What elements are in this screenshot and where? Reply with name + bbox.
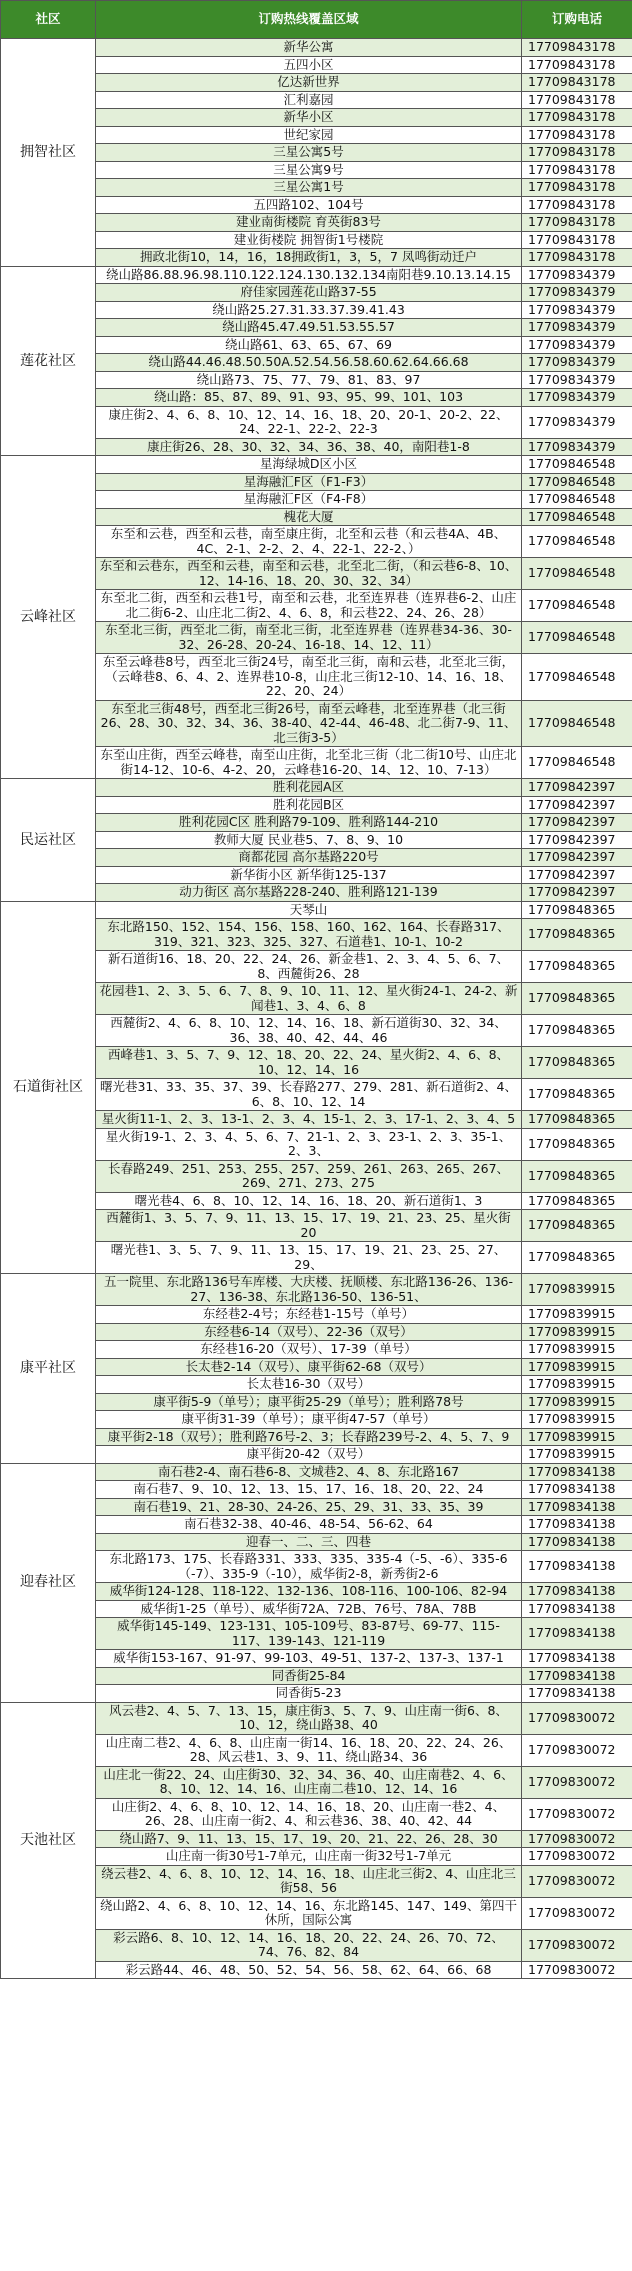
table-row [1,56,632,74]
coverage-area-cell: 动力街区 高尔基路228-240、胜利路121-139 [96,884,522,902]
table-row [1,901,632,919]
coverage-area-cell: 康平街5-9（单号）；康平街25-29（单号）；胜利路78号 [96,1393,522,1411]
phone-cell: 17709846548 [522,654,632,701]
coverage-area-cell: 绕山路45.47.49.51.53.55.57 [96,319,522,337]
table-row [1,796,632,814]
coverage-area-cell: 府佳家园莲花山路37-55 [96,284,522,302]
coverage-area-cell: 三星公寓1号 [96,179,522,197]
coverage-area-cell: 槐花大厦 [96,508,522,526]
coverage-area-cell: 教师大厦 民业巷5、7、8、9、10 [96,831,522,849]
coverage-area-cell: 建业南街楼院 育英街83号 [96,214,522,232]
coverage-area-cell: 三星公寓5号 [96,144,522,162]
coverage-area-cell: 东经巷6-14（双号）、22-36（双号） [96,1323,522,1341]
phone-cell: 17709834138 [522,1600,632,1618]
coverage-area-cell: 绕山路44.46.48.50.50A.52.54.56.58.60.62.64.66.68 [96,354,522,372]
table-row [1,747,632,779]
phone-cell: 17709843178 [522,56,632,74]
table-row [1,983,632,1015]
phone-cell: 17709839915 [522,1323,632,1341]
table-row [1,1533,632,1551]
coverage-area-cell: 康平街20-42（双号） [96,1446,522,1464]
table-row [1,1463,632,1481]
coverage-area-cell: 亿达新世界 [96,74,522,92]
phone-cell: 17709834379 [522,438,632,456]
coverage-area-cell: 东至和云巷，西至和云巷，南至康庄街，北至和云巷（和云巷4A、4B、4C、2-1、2-2、2、4、22-1、22-2、） [96,526,522,558]
header-coverage-area: 订购热线覆盖区域 [96,1,522,39]
phone-cell: 17709842397 [522,866,632,884]
community-name: 拥智社区 [1,39,96,267]
phone-cell: 17709843178 [522,179,632,197]
table-row [1,1341,632,1359]
phone-cell: 17709843178 [522,249,632,267]
phone-cell: 17709834138 [522,1481,632,1499]
coverage-area-cell: 新华小区 [96,109,522,127]
phone-cell: 17709843178 [522,196,632,214]
phone-cell: 17709848365 [522,1079,632,1111]
phone-cell: 17709839915 [522,1428,632,1446]
phone-cell: 17709834138 [522,1618,632,1650]
table-row [1,1411,632,1429]
phone-cell: 17709848365 [522,983,632,1015]
table-row [1,1160,632,1192]
phone-cell: 17709839915 [522,1306,632,1324]
coverage-area-cell: 新华公寓 [96,39,522,57]
phone-cell: 17709830072 [522,1961,632,1979]
header-community: 社区 [1,1,96,39]
table-body [1,39,632,1979]
table-row [1,196,632,214]
phone-cell: 17709846548 [522,622,632,654]
table-row [1,1685,632,1703]
coverage-area-cell: 绕山路25.27.31.33.37.39.41.43 [96,301,522,319]
phone-cell: 17709834138 [522,1667,632,1685]
coverage-area-cell: 南石巷7、9、10、12、13、15、17、16、18、20、22、24 [96,1481,522,1499]
phone-cell: 17709843178 [522,74,632,92]
table-row [1,526,632,558]
coverage-area-cell: 星海绿城D区小区 [96,456,522,474]
phone-cell: 17709843178 [522,39,632,57]
table-row [1,1376,632,1394]
phone-cell: 17709839915 [522,1274,632,1306]
phone-cell: 17709830072 [522,1865,632,1897]
phone-cell: 17709839915 [522,1358,632,1376]
coverage-area-cell: 绕云巷2、4、6、8、10、12、14、16、18、山庄北三街2、4、山庄北三街58、56 [96,1865,522,1897]
table-row [1,1830,632,1848]
table-row [1,266,632,284]
coverage-area-cell: 胜利花园B区 [96,796,522,814]
coverage-area-cell: 威华街145-149、123-131、105-109号、83-87号、69-77、115-117、139-143、121-119 [96,1618,522,1650]
table-row [1,1481,632,1499]
table-row [1,1306,632,1324]
coverage-area-cell: 五四路102、104号 [96,196,522,214]
table-row [1,371,632,389]
table-row [1,1702,632,1734]
table-row [1,491,632,509]
table-row [1,1393,632,1411]
table-row [1,1618,632,1650]
coverage-area-cell: 长春路249、251、253、255、257、259、261、263、265、267、269、271、273、275 [96,1160,522,1192]
table-row [1,39,632,57]
table-row [1,1128,632,1160]
phone-cell: 17709834138 [522,1498,632,1516]
phone-cell: 17709843178 [522,91,632,109]
coverage-area-cell: 星海融汇F区（F1-F3） [96,473,522,491]
table-row [1,1242,632,1274]
coverage-area-cell: 星海融汇F区（F4-F8） [96,491,522,509]
table-row [1,406,632,438]
phone-cell: 17709848365 [522,901,632,919]
phone-cell: 17709848365 [522,1111,632,1129]
coverage-area-cell: 胜利花园C区 胜利路79-109、胜利路144-210 [96,814,522,832]
table-row [1,249,632,267]
community-name: 莲花社区 [1,266,96,456]
coverage-area-cell: 绕山路86.88.96.98.110.122.124.130.132.134南阳巷9.10.13.14.15 [96,266,522,284]
table-row [1,590,632,622]
table-row [1,1798,632,1830]
coverage-area-cell: 风云巷2、4、5、7、13、15，康庄街3、5、7、9、山庄南一街6、8、10、12，绕山路38、40 [96,1702,522,1734]
phone-cell: 17709839915 [522,1393,632,1411]
phone-cell: 17709839915 [522,1411,632,1429]
coverage-area-cell: 建业街楼院 拥智街1号楼院 [96,231,522,249]
phone-cell: 17709848365 [522,1047,632,1079]
table-row [1,144,632,162]
table-row [1,231,632,249]
coverage-area-cell: 汇利嘉园 [96,91,522,109]
table-row [1,389,632,407]
phone-cell: 17709830072 [522,1848,632,1866]
phone-cell: 17709843178 [522,109,632,127]
phone-cell: 17709830072 [522,1702,632,1734]
coverage-area-cell: 彩云路44、46、48、50、52、54、56、58、62、64、66、68 [96,1961,522,1979]
phone-cell: 17709843178 [522,144,632,162]
header-row [1,1,632,39]
phone-cell: 17709834138 [522,1551,632,1583]
phone-cell: 17709834379 [522,389,632,407]
table-row [1,1897,632,1929]
coverage-area-cell: 山庄南二巷2、4、6、8、山庄南一街14、16、18、20、22、24、26、28、风云巷1、3、9、11、绕山路34、36 [96,1734,522,1766]
coverage-area-cell: 拥政北街10，14，16，18拥政街1，3，5，7 凤鸣街动迁户 [96,249,522,267]
coverage-area-cell: 迎春一、二、三、四巷 [96,1533,522,1551]
table-row [1,1428,632,1446]
table-row [1,1446,632,1464]
table-row [1,1929,632,1961]
coverage-area-cell: 东至云峰巷8号，西至北三街24号，南至北三街，南和云巷，北至北三街，（云峰巷8、6、4、2、连界巷10-8，山庄北三街12-10、14、16、18、22、20、24） [96,654,522,701]
table-row [1,622,632,654]
table-row [1,884,632,902]
table-row [1,1865,632,1897]
coverage-area-cell: 南石巷2-4、南石巷6-8、文城巷2、4、8、东北路167 [96,1463,522,1481]
table-row [1,126,632,144]
coverage-area-cell: 星火街19-1、2、3、4、5、6、7、21-1、2、3、23-1、2、3、35-1、2、3、 [96,1128,522,1160]
table-row [1,700,632,747]
table-row [1,179,632,197]
phone-cell: 17709842397 [522,849,632,867]
coverage-area-cell: 康平街2-18（双号）；胜利路76号-2、3；长春路239号-2、4、5、7、9 [96,1428,522,1446]
header-phone: 订购电话 [522,1,632,39]
coverage-area-cell: 南石巷19、21、28-30、24-26、25、29、31、33、35、39 [96,1498,522,1516]
coverage-area-cell: 绕山路73、75、77、79、81、83、97 [96,371,522,389]
phone-cell: 17709834379 [522,354,632,372]
phone-cell: 17709834379 [522,336,632,354]
table-row [1,831,632,849]
table-row [1,74,632,92]
coverage-area-cell: 同香街5-23 [96,1685,522,1703]
phone-cell: 17709842397 [522,831,632,849]
phone-cell: 17709843178 [522,126,632,144]
phone-cell: 17709839915 [522,1341,632,1359]
coverage-area-cell: 威华街1-25（单号）、威华街72A、72B、76号、78A、78B [96,1600,522,1618]
coverage-area-cell: 新石道街16、18、20、22、24、26、新金巷1、2、3、4、5、6、7、8、西麓街26、28 [96,951,522,983]
table-row [1,1111,632,1129]
phone-cell: 17709834379 [522,284,632,302]
phone-cell: 17709830072 [522,1929,632,1961]
coverage-area-cell: 绕山路61、63、65、67、69 [96,336,522,354]
table-row [1,473,632,491]
phone-cell: 17709846548 [522,590,632,622]
phone-cell: 17709834138 [522,1516,632,1534]
phone-cell: 17709830072 [522,1830,632,1848]
table-row [1,1848,632,1866]
coverage-area-cell: 商都花园 高尔基路220号 [96,849,522,867]
coverage-area-cell: 五一院里、东北路136号车库楼、大庆楼、抚顺楼、东北路136-26、136-27、136-38、东北路136-50、136-51、 [96,1274,522,1306]
table-row [1,284,632,302]
coverage-area-cell: 同香街25-84 [96,1667,522,1685]
table-row [1,354,632,372]
table-row [1,1734,632,1766]
table-row [1,1498,632,1516]
coverage-area-cell: 世纪家园 [96,126,522,144]
phone-cell: 17709834379 [522,266,632,284]
phone-cell: 17709834138 [522,1650,632,1668]
phone-cell: 17709846548 [522,558,632,590]
coverage-area-cell: 绕山路：85、87、89、91、93、95、99、101、103 [96,389,522,407]
phone-cell: 17709842397 [522,796,632,814]
coverage-area-cell: 曙光巷4、6、8、10、12、14、16、18、20、新石道街1、3 [96,1192,522,1210]
coverage-area-cell: 西峰巷1、3、5、7、9、12、18、20、22、24、星火街2、4、6、8、10、12、14、16 [96,1047,522,1079]
phone-cell: 17709834379 [522,319,632,337]
phone-cell: 17709834138 [522,1583,632,1601]
table-row [1,508,632,526]
coverage-area-cell: 东至和云巷东，西至和云巷，南至和云巷，北至北二街，（和云巷6-8、10、12、14-16、18、20、30、32、34） [96,558,522,590]
phone-cell: 17709846548 [522,526,632,558]
table-row [1,91,632,109]
phone-cell: 17709848365 [522,919,632,951]
phone-cell: 17709830072 [522,1897,632,1929]
coverage-area-cell: 星火街11-1、2、3、13-1、2、3、4、15-1、2、3、17-1、2、3、4、5 [96,1111,522,1129]
coverage-area-cell: 长太巷2-14（双号）、康平街62-68（双号） [96,1358,522,1376]
table-row [1,214,632,232]
coverage-area-cell: 新华街小区 新华街125-137 [96,866,522,884]
table-row [1,1358,632,1376]
table-row [1,1079,632,1111]
phone-cell: 17709846548 [522,491,632,509]
table-row [1,866,632,884]
table-row [1,779,632,797]
phone-cell: 17709842397 [522,884,632,902]
coverage-area-cell: 东经巷2-4号；东经巷1-15号（单号） [96,1306,522,1324]
phone-cell: 17709848365 [522,1160,632,1192]
phone-cell: 17709842397 [522,779,632,797]
coverage-area-cell: 西麓街2、4、6、8、10、12、14、16、18、新石道街30、32、34、36、38、40、42、44、46 [96,1015,522,1047]
table-row [1,849,632,867]
coverage-area-cell: 山庄街2、4、6、8、10、12、14、16、18、20、山庄南一巷2、4、26、28、山庄南一街2、4、和云巷36、38、40、42、44 [96,1798,522,1830]
phone-cell: 17709848365 [522,1128,632,1160]
coverage-area-cell: 康庄街2、4、6、8、10、12、14、16、18、20、20-1、20-2、22、24、22-1、22-2、22-3 [96,406,522,438]
coverage-area-cell: 曙光巷31、33、35、37、39、长春路277、279、281、新石道街2、4、6、8、10、12、14 [96,1079,522,1111]
phone-cell: 17709848365 [522,951,632,983]
phone-cell: 17709834138 [522,1463,632,1481]
table-row [1,1210,632,1242]
table-row [1,558,632,590]
coverage-area-cell: 彩云路6、8、10、12、14、16、18、20、22、24、26、70、72、74、76、82、84 [96,1929,522,1961]
coverage-area-cell: 绕山路7、9、11、13、15、17、19、20、21、22、26、28、30 [96,1830,522,1848]
phone-cell: 17709848365 [522,1210,632,1242]
table-row [1,1323,632,1341]
table-row [1,1583,632,1601]
phone-cell: 17709843178 [522,214,632,232]
table-row [1,654,632,701]
community-name: 天池社区 [1,1702,96,1979]
coverage-area-cell: 南石巷32-38、40-46、48-54、56-62、64 [96,1516,522,1534]
phone-cell: 17709830072 [522,1734,632,1766]
coverage-area-cell: 长太巷16-30（双号） [96,1376,522,1394]
table-row [1,161,632,179]
coverage-area-cell: 西麓街1、3、5、7、9、11、13、15、17、19、21、23、25、星火街20 [96,1210,522,1242]
table-row [1,814,632,832]
coverage-area-cell: 威华街124-128、118-122、132-136、108-116、100-106、82-94 [96,1583,522,1601]
table-row [1,1961,632,1979]
coverage-area-cell: 康庄街26、28、30、32、34、36、38、40，南阳巷1-8 [96,438,522,456]
coverage-area-cell: 曙光巷1、3、5、7、9、11、13、15、17、19、21、23、25、27、29、 [96,1242,522,1274]
coverage-area-cell: 天琴山 [96,901,522,919]
table-row [1,1192,632,1210]
phone-cell: 17709846548 [522,508,632,526]
community-name: 民运社区 [1,779,96,902]
coverage-area-cell: 东北路150、152、154、156、158、160、162、164、长春路317、319、321、323、325、327、石道巷1、10-1、10-2 [96,919,522,951]
phone-cell: 17709834138 [522,1685,632,1703]
table-row [1,1766,632,1798]
table-row [1,301,632,319]
table-row [1,1667,632,1685]
table-row [1,1650,632,1668]
coverage-area-cell: 山庄南一街30号1-7单元，山庄南一街32号1-7单元 [96,1848,522,1866]
coverage-area-cell: 绕山路2、4、6、8、10、12、14、16、东北路145、147、149、第四干休所，国际公寓 [96,1897,522,1929]
coverage-area-cell: 康平街31-39（单号）；康平街47-57（单号） [96,1411,522,1429]
coverage-area-cell: 胜利花园A区 [96,779,522,797]
coverage-area-cell: 东至北二街，西至和云巷1号，南至和云巷，北至连界巷（连界巷6-2、山庄北二街6-2、山庄北二街2、4、6、8，和云巷22、24、26、28） [96,590,522,622]
table-row [1,1551,632,1583]
coverage-area-cell: 东北路173、175、长春路331、333、335、335-4（-5、-6）、335-6（-7）、335-9（-10），威华街2-8，新秀街2-6 [96,1551,522,1583]
coverage-area-cell: 花园巷1、2、3、5、6、7、8、9、10、11、12、星火街24-1、24-2、新闻巷1、3、4、6、8 [96,983,522,1015]
phone-cell: 17709834138 [522,1533,632,1551]
community-name: 康平社区 [1,1274,96,1464]
coverage-area-cell: 东经巷16-20（双号）、17-39（单号） [96,1341,522,1359]
community-name: 石道街社区 [1,901,96,1274]
table-row [1,336,632,354]
table-row [1,919,632,951]
table-row [1,109,632,127]
coverage-area-cell: 威华街153-167、91-97、99-103、49-51、137-2、137-3、137-1 [96,1650,522,1668]
phone-cell: 17709846548 [522,700,632,747]
phone-cell: 17709834379 [522,406,632,438]
community-name: 迎春社区 [1,1463,96,1702]
coverage-area-cell: 东至山庄街，西至云峰巷，南至山庄街，北至北三街（北二街10号、山庄北街14-12、10-6、4-2、20，云峰巷16-20、14、12、10、7-13） [96,747,522,779]
table-row [1,951,632,983]
phone-cell: 17709846548 [522,456,632,474]
table-row [1,1516,632,1534]
table-row [1,1274,632,1306]
table-row [1,1015,632,1047]
coverage-area-cell: 东至北三街48号，西至北三街26号，南至云峰巷，北至连界巷（北三街26、28、30、32、34、36、38-40、42-44、46-48、北二街7-9、11、北三街3-5） [96,700,522,747]
phone-cell: 17709834379 [522,301,632,319]
table-row [1,438,632,456]
phone-cell: 17709842397 [522,814,632,832]
community-name: 云峰社区 [1,456,96,779]
phone-cell: 17709839915 [522,1446,632,1464]
table-row [1,1600,632,1618]
phone-cell: 17709834379 [522,371,632,389]
table-row [1,319,632,337]
phone-cell: 17709846548 [522,473,632,491]
phone-cell: 17709843178 [522,161,632,179]
phone-cell: 17709839915 [522,1376,632,1394]
coverage-area-cell: 山庄北一街22、24、山庄街30、32、34、36、40、山庄南巷2、4、6、8、10、12、14、16、山庄南二巷10、12、14、16 [96,1766,522,1798]
phone-cell: 17709843178 [522,231,632,249]
coverage-area-cell: 五四小区 [96,56,522,74]
phone-cell: 17709830072 [522,1766,632,1798]
table-row [1,456,632,474]
phone-cell: 17709848365 [522,1242,632,1274]
coverage-area-cell: 三星公寓9号 [96,161,522,179]
phone-cell: 17709848365 [522,1015,632,1047]
phone-cell: 17709830072 [522,1798,632,1830]
phone-cell: 17709846548 [522,747,632,779]
table-row [1,1047,632,1079]
phone-cell: 17709848365 [522,1192,632,1210]
coverage-area-cell: 东至北三街，西至北二街，南至北三街，北至连界巷（连界巷34-36、30-32、26-28、20-24、16-18、14、12、11） [96,622,522,654]
